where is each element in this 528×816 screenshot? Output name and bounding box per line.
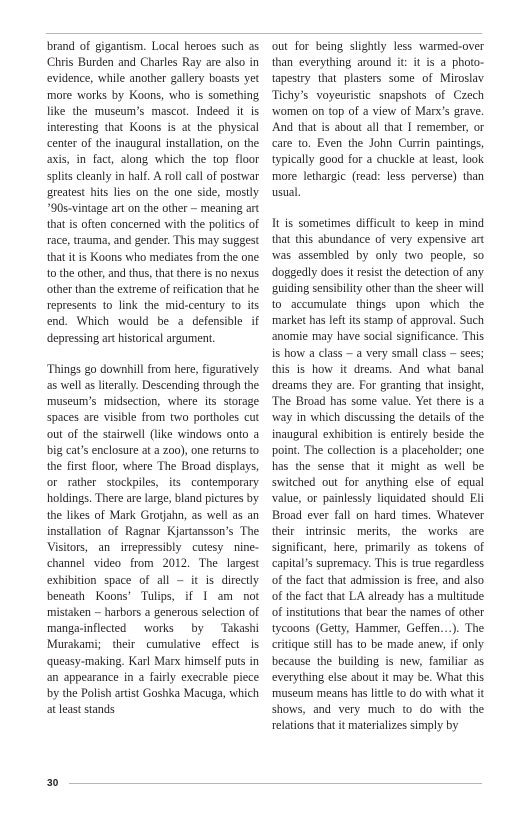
left-column (47, 38, 259, 776)
paragraph: Things go downhill from here, figuratively as well as literally. Descending through the museum’s midsection, where its storage spaces are visible from two portholes cut out of the stairwell (like windows onto a big cat’s enclosure at a zoo), one returns to the first floor, where The Broad displays, or rather stockpiles, its contemporary holdings. There are large, bland pictures by the likes of Mark Grotjahn, as well as an installation of Ragnar Kjartansson’s The Visitors, an irrepressibly cutesy nine-channel video from 2012. The largest exhibition space of all – it is directly beneath Koons’ Tulips, if I am not mistaken – harbors a generous selection of manga-inflected works by Takashi Murakami; their cumulative effect is queasy-making. Karl Marx himself puts in an appearance in a fairly execrable piece by the Polish artist Goshka Macuga, which at least stands (47, 361, 259, 717)
article-body (47, 38, 484, 776)
page-footer (47, 775, 482, 791)
paragraph: brand of gigantism. Local heroes such as Chris Burden and Charles Ray are also in evidence, while another gallery boasts yet more works by Koons, who is something like the museum’s mascot. Indeed it is interesting that Koons is at the physical center of the inaugural installation, on the axis, in fact, along which the top floor splits cleanly in half. A roll call of postwar greatest hits lies on the one side, mostly ’90s-vintage art on the other – meaning art that is often concerned with the politics of race, trauma, and gender. This may suggest that it is Koons who mediates from the one to the other, and thus, that there is no nexus other than the extreme of reification that he represents to link the mid-century to its end. Which would be a defensible if depressing art historical argument. (47, 39, 259, 345)
paragraph: out for being slightly less warmed-over than everything around it: it is a photo-tapestry that plasters some of Miroslav Tichy’s voyeuristic snapshots of Czech women on top of a view of Marx’s grave. And that is about all that I remember, or care to. Even the John Currin paintings, typically good for a chuckle at least, look more lethargic (read: less perverse) than usual. (272, 39, 484, 199)
paragraph: It is sometimes difficult to keep in mind that this abundance of very expensive art was assembled by only two people, so doggedly does it resist the detection of any guiding sensibility other than the sheer will to accumulate things upon which the market has left its stamp of approval. Such anomie may have social significance. This is how a class – a very small class – sees; this is how it dreams. And what banal dreams they are. For granting that insight, The Broad has some value. Yet there is a way in which discussing the details of the inaugural exhibition is entirely beside the point. The collection is a placeholder; one has the sense that it might as well be switched out for anything else of equal value, or painlessly liquidated should Eli Broad ever fall on hard times. Whatever their intrinsic merits, the works are significant, here, primarily as tokens of capital’s supremacy. This is true regardless of the fact that admission is free, and also of the fact that LA already has a multitude of institutions that bear the names of other tycoons (Getty, Hammer, Geffen…). The critique still has to be made anew, if only because the building is new, familiar as everything else about it may be. What this museum means has little to do with what it shows, and very much to do with the relations that it materializes simply by (272, 216, 484, 733)
page-number: 30 (47, 777, 59, 789)
right-column (272, 38, 484, 776)
footer-rule (69, 783, 482, 784)
header-rule (46, 33, 482, 34)
